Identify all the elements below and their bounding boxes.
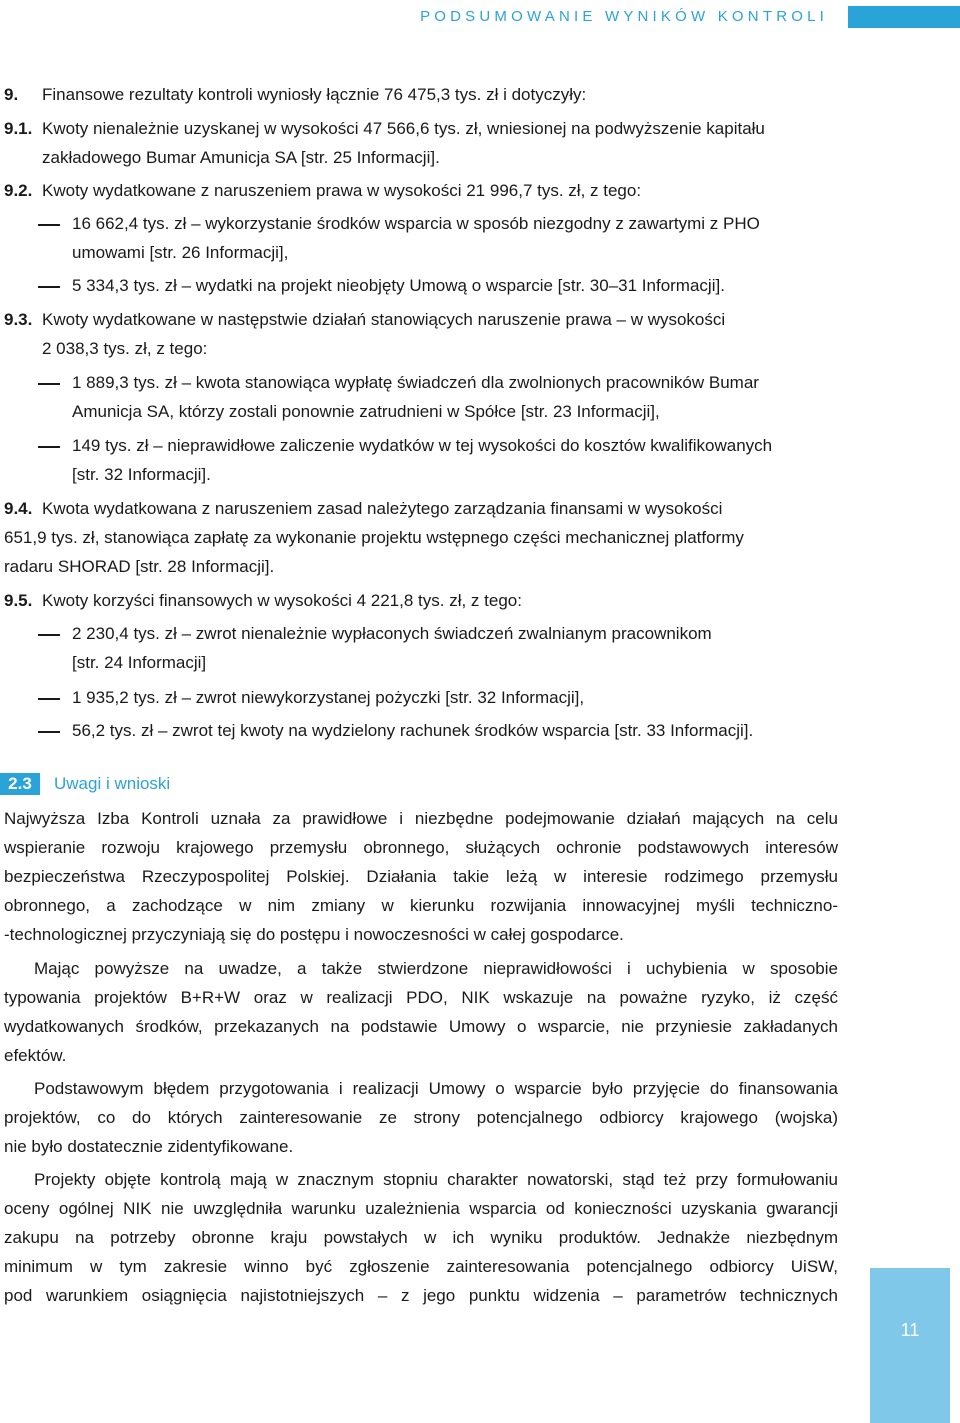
- list-item: [str. 32 Informacji].: [72, 465, 211, 484]
- list-item: umowami [str. 26 Informacji],: [72, 243, 289, 262]
- paragraph-line: efektów.: [4, 1046, 67, 1065]
- item-text: Kwoty korzyści finansowych w wysokości 4 221,8 tys. zł, z tego:: [42, 591, 522, 610]
- paragraph-line: projektów, co do których zainteresowanie ze strony potencjalnego odbiorcy krajowego (wojska): [4, 1108, 838, 1127]
- paragraph-line: bezpieczeństwa Rzeczypospolitej Polskiej. Działania takie leżą w interesie rodzimego przemysłu: [4, 867, 838, 886]
- paragraph: [4, 804, 838, 949]
- item-number: 9.2.: [4, 181, 33, 200]
- paragraph: [4, 1074, 838, 1161]
- item-text: radaru SHORAD [str. 28 Informacji].: [4, 557, 275, 576]
- item-text: zakładowego Bumar Amunicja SA [str. 25 Informacji].: [42, 148, 440, 167]
- item-text: Kwoty wydatkowane w następstwie działań stanowiących naruszenie prawa – w wysokości: [42, 310, 726, 329]
- paragraph-line: Projekty objęte kontrolą mają w znacznym stopniu charakter nowatorski, stąd też przy formułowaniu: [34, 1170, 838, 1189]
- paragraph-line: oceny ogólnej NIK nie uwzględniła warunku uzależnienia wsparcia od konieczności uzyskania gwarancji: [4, 1199, 838, 1218]
- item-text: 651,9 tys. zł, stanowiąca zapłatę za wykonanie projektu wstępnego części mechanicznej platformy: [4, 528, 744, 547]
- paragraph-line: wspieranie rozwoju krajowego przemysłu obronnego, służących ochronie podstawowych interesów: [4, 838, 838, 857]
- page-number: 11: [900, 1320, 920, 1340]
- header-accent-bar: [848, 6, 960, 28]
- paragraph-line: -technologicznej przyczyniają się do postępu i nowoczesności w całej gospodarce.: [4, 925, 624, 944]
- page-header: [0, 6, 960, 28]
- item-number: 9.3.: [4, 310, 33, 329]
- item-text: 2 038,3 tys. zł, z tego:: [42, 339, 208, 358]
- item-text: Finansowe rezultaty kontroli wyniosły łącznie 76 475,3 tys. zł i dotyczyły:: [42, 85, 587, 104]
- list-dash: [38, 224, 60, 226]
- paragraph: [4, 954, 838, 1070]
- paragraph-line: zakupu na potrzeby obronne kraju powstałych w ich wyniku produktów. Jednakże niezbędnym: [4, 1228, 838, 1247]
- paragraph-line: wydatkowanych środków, przekazanych na podstawie Umowy o wsparcie, nie przyniesie zakładanych: [4, 1017, 838, 1036]
- list-dash: [38, 731, 60, 733]
- paragraph-line: Mając powyższe na uwadze, a także stwierdzone nieprawidłowości i uchybienia w sposobie: [34, 959, 838, 978]
- paragraph-line: typowania projektów B+R+W oraz w realizacji PDO, NIK wskazuje na poważne ryzyko, iż część: [4, 988, 838, 1007]
- list-item: Amunicja SA, którzy zostali ponownie zatrudnieni w Spółce [str. 23 Informacji],: [72, 402, 660, 421]
- paragraph-line: minimum w tym zakresie winno być zgłoszenie zainteresowania potencjalnego odbiorcy UiSW,: [4, 1257, 838, 1276]
- list-dash: [38, 634, 60, 636]
- paragraph-line: pod warunkiem osiągnięcia najistotniejszych – z jego punktu widzenia – parametrów technicznych: [4, 1286, 838, 1305]
- list-item: 1 889,3 tys. zł – kwota stanowiąca wypłatę świadczeń dla zwolnionych pracowników Bumar: [72, 373, 759, 392]
- item-number: 9.1.: [4, 119, 33, 138]
- item-text: Kwoty nienależnie uzyskanej w wysokości 47 566,6 tys. zł, wniesionej na podwyższenie kapitału: [42, 119, 765, 138]
- list-item: 5 334,3 tys. zł – wydatki na projekt nieobjęty Umową o wsparcie [str. 30–31 Informacji].: [72, 276, 725, 295]
- page-number-box: [870, 1268, 950, 1423]
- item-number: 9.4.: [4, 499, 33, 518]
- list-dash: [38, 446, 60, 448]
- list-item: 2 230,4 tys. zł – zwrot nienależnie wypłaconych świadczeń zwalnianym pracownikom: [72, 624, 712, 643]
- list-item: [str. 24 Informacji]: [72, 653, 207, 672]
- section-title: Uwagi i wnioski: [54, 774, 171, 793]
- list-dash: [38, 286, 60, 288]
- list-item: 56,2 tys. zł – zwrot tej kwoty na wydzielony rachunek środków wsparcia [str. 33 Informacji].: [72, 721, 754, 740]
- list-item: 149 tys. zł – nieprawidłowe zaliczenie wydatków w tej wysokości do kosztów kwalifikowanych: [72, 436, 773, 455]
- list-dash: [38, 383, 60, 385]
- paragraph-line: Podstawowym błędem przygotowania i realizacji Umowy o wsparcie było przyjęcie do finansowania: [34, 1079, 838, 1098]
- paragraph-line: obronnego, a zachodzące w nim zmiany w kierunku rozwijania innowacyjnej myśli techniczno-: [4, 896, 838, 915]
- paragraph: [4, 1165, 838, 1310]
- item-text: Kwota wydatkowana z naruszeniem zasad należytego zarządzania finansami w wysokości: [42, 499, 723, 518]
- list-item: 1 935,2 tys. zł – zwrot niewykorzystanej pożyczki [str. 32 Informacji],: [72, 688, 585, 707]
- list-dash: [38, 698, 60, 700]
- header-title: PODSUMOWANIE WYNIKÓW KONTROLI: [420, 8, 828, 25]
- list-item: 16 662,4 tys. zł – wykorzystanie środków wsparcia w sposób niezgodny z zawartymi z PHO: [72, 214, 760, 233]
- item-number: 9.5.: [4, 591, 33, 610]
- paragraph-line: Najwyższa Izba Kontroli uznała za prawidłowe i niezbędne podejmowanie działań mających na celu: [4, 809, 838, 828]
- item-number: 9.: [4, 85, 19, 104]
- item-text: Kwoty wydatkowane z naruszeniem prawa w wysokości 21 996,7 tys. zł, z tego:: [42, 181, 642, 200]
- paragraph-line: nie było dostatecznie zidentyfikowane.: [4, 1137, 294, 1156]
- section-number: 2.3: [0, 773, 40, 795]
